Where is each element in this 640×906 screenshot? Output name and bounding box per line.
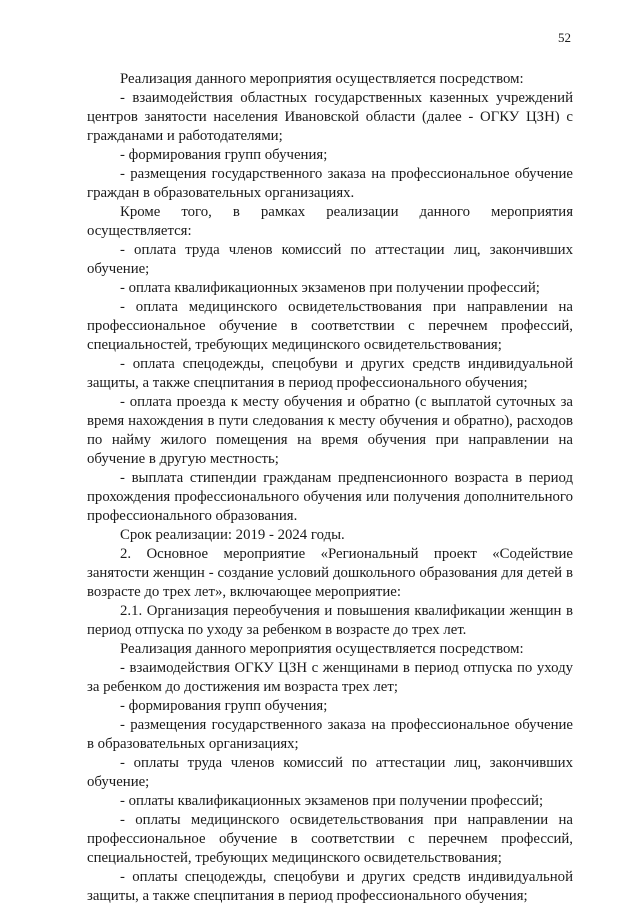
paragraph-medical: - оплата медицинского освидетельствования при направлении на профессиональное обучение в соответствии с перечнем профессий, специальностей, требующих медицинского освидетельствования;	[87, 299, 573, 353]
paragraph-commission-pay-2: - оплаты труда членов комиссий по аттестации лиц, закончивших обучение;	[87, 755, 573, 790]
paragraph-commission-pay: - оплата труда членов комиссий по аттестации лиц, закончивших обучение;	[87, 242, 573, 277]
document-body	[87, 70, 573, 906]
paragraph-stipend: - выплата стипендии гражданам предпенсионного возраста в период прохождения профессионального обучения или получения дополнительного профессионального образования.	[87, 470, 573, 524]
paragraph-workwear-2: - оплаты спецодежды, спецобуви и других средств индивидуальной защиты, а также спецпитания в период профессионального обучения;	[87, 869, 573, 904]
paragraph-intro: Реализация данного мероприятия осуществляется посредством:	[120, 71, 524, 87]
paragraph-exams: - оплата квалификационных экзаменов при получении профессий;	[120, 280, 540, 296]
paragraph-interaction-women: - взаимодействия ОГКУ ЦЗН с женщинами в период отпуска по уходу за ребенком до достижения им возраста трех лет;	[87, 660, 573, 695]
paragraph-medical-2: - оплаты медицинского освидетельствования при направлении на профессиональное обучение в соответствии с перечнем профессий, специальностей, требующих медицинского освидетельствования;	[87, 812, 573, 866]
paragraph-travel: - оплата проезда к месту обучения и обратно (с выплатой суточных за время нахождения в пути следования к месту обучения и обратно), расходов по найму жилого помещения на время обучения при направлении на обучение в другую местность;	[87, 394, 573, 467]
paragraph-state-order-2: - размещения государственного заказа на профессиональное обучение в образовательных организациях;	[87, 717, 573, 752]
page-number: 52	[558, 30, 571, 45]
paragraph-workwear: - оплата спецодежды, спецобуви и других средств индивидуальной защиты, а также спецпитания в период профессионального обучения;	[87, 356, 573, 391]
paragraph-term: Срок реализации: 2019 - 2024 годы.	[120, 527, 345, 543]
paragraph-intro-2: Реализация данного мероприятия осуществляется посредством:	[120, 641, 524, 657]
paragraph-exams-2: - оплаты квалификационных экзаменов при получении профессий;	[120, 793, 544, 809]
paragraph-interaction: - взаимодействия областных государственных казенных учреждений центров занятости населения Ивановской области (далее - ОГКУ ЦЗН) с гражданами и работодателями;	[87, 90, 573, 144]
paragraph-activity-2-1: 2.1. Организация переобучения и повышения квалификации женщин в период отпуска по уходу за ребенком в возрасте до трех лет.	[87, 603, 573, 638]
paragraph-state-order: - размещения государственного заказа на профессиональное обучение граждан в образовательных организациях.	[87, 166, 573, 201]
paragraph-additionally: Кроме того, в рамках реализации данного мероприятия осуществляется:	[87, 204, 573, 239]
paragraph-groups: - формирования групп обучения;	[120, 147, 328, 163]
paragraph-groups-2: - формирования групп обучения;	[120, 698, 328, 714]
paragraph-main-activity: 2. Основное мероприятие «Региональный проект «Содействие занятости женщин - создание условий дошкольного образования для детей в возрасте до трех лет», включающее мероприятие:	[87, 546, 573, 600]
